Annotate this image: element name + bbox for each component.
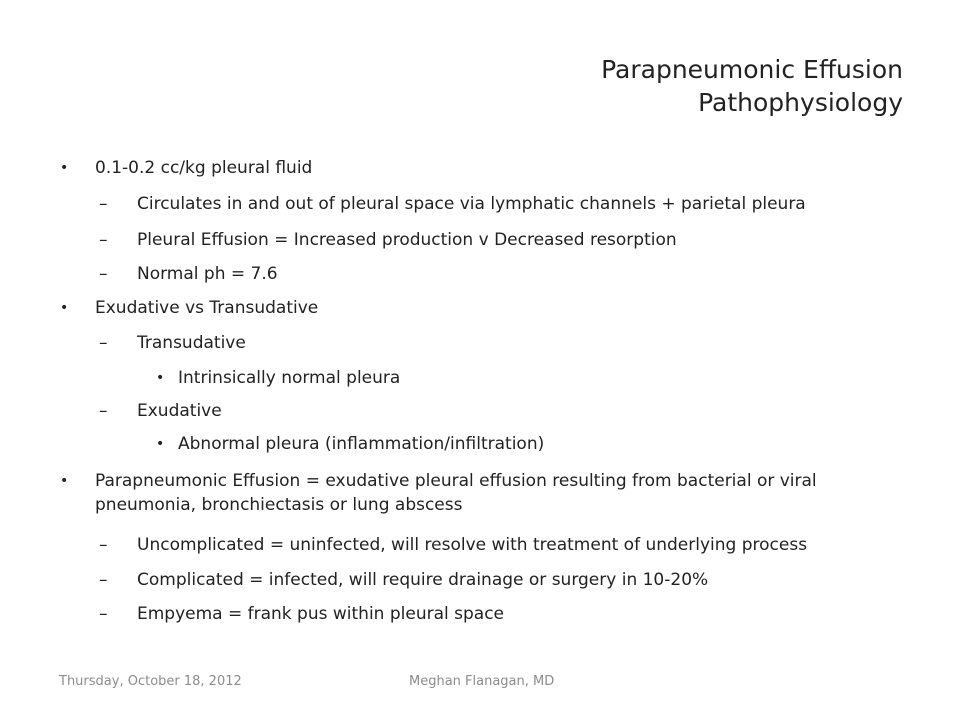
- bullet-dot-icon: •: [156, 370, 165, 386]
- bullet-item: [99, 399, 917, 423]
- bullet-item: [99, 602, 917, 626]
- bullet-text: Uncomplicated = uninfected, will resolve with treatment of underlying process: [137, 535, 808, 555]
- slide-title: [203, 53, 903, 119]
- bullet-item: [99, 262, 917, 286]
- bullet-text: Empyema = frank pus within pleural space: [137, 604, 505, 624]
- bullet-text: Transudative: [137, 333, 246, 353]
- bullet-item: [60, 469, 885, 517]
- bullet-item: [156, 366, 918, 390]
- dash-icon: –: [99, 604, 108, 624]
- bullet-item: [99, 192, 917, 216]
- dash-icon: –: [99, 194, 108, 214]
- dash-icon: –: [99, 264, 108, 284]
- footer-date: Thursday, October 18, 2012: [59, 674, 242, 689]
- bullet-text: Circulates in and out of pleural space via lymphatic channels + parietal pleura: [137, 194, 806, 214]
- slide-title-line-1: Parapneumonic Effusion: [601, 55, 903, 84]
- bullet-text: Intrinsically normal pleura: [178, 368, 401, 388]
- dash-icon: –: [99, 570, 108, 590]
- bullet-text: Parapneumonic Effusion = exudative pleural effusion resulting from bacterial or viral pneumonia, bronchiectasis or lung abscess: [95, 471, 817, 515]
- bullet-item: [99, 331, 917, 355]
- bullet-item: [156, 432, 918, 456]
- bullet-text: Normal ph = 7.6: [137, 264, 278, 284]
- slide-title-line-2: Pathophysiology: [698, 88, 903, 117]
- dash-icon: –: [99, 401, 108, 421]
- bullet-text: 0.1-0.2 cc/kg pleural fluid: [95, 158, 313, 178]
- bullet-dot-icon: •: [60, 473, 69, 489]
- bullet-item: [60, 296, 875, 320]
- bullet-item: [99, 228, 917, 252]
- bullet-text: Abnormal pleura (inflammation/infiltration): [178, 434, 545, 454]
- footer-author: Meghan Flanagan, MD: [409, 674, 555, 689]
- bullet-dot-icon: •: [60, 300, 69, 316]
- bullet-text: Exudative vs Transudative: [95, 298, 319, 318]
- bullet-text: Pleural Effusion = Increased production v Decreased resorption: [137, 230, 677, 250]
- bullet-dot-icon: •: [156, 436, 165, 452]
- dash-icon: –: [99, 333, 108, 353]
- dash-icon: –: [99, 230, 108, 250]
- bullet-item: [99, 533, 927, 557]
- bullet-item: [60, 156, 875, 180]
- bullet-text: Complicated = infected, will require drainage or surgery in 10-20%: [137, 570, 709, 590]
- bullet-dot-icon: •: [60, 160, 69, 176]
- bullet-item: [99, 568, 917, 592]
- dash-icon: –: [99, 535, 108, 555]
- bullet-text: Exudative: [137, 401, 222, 421]
